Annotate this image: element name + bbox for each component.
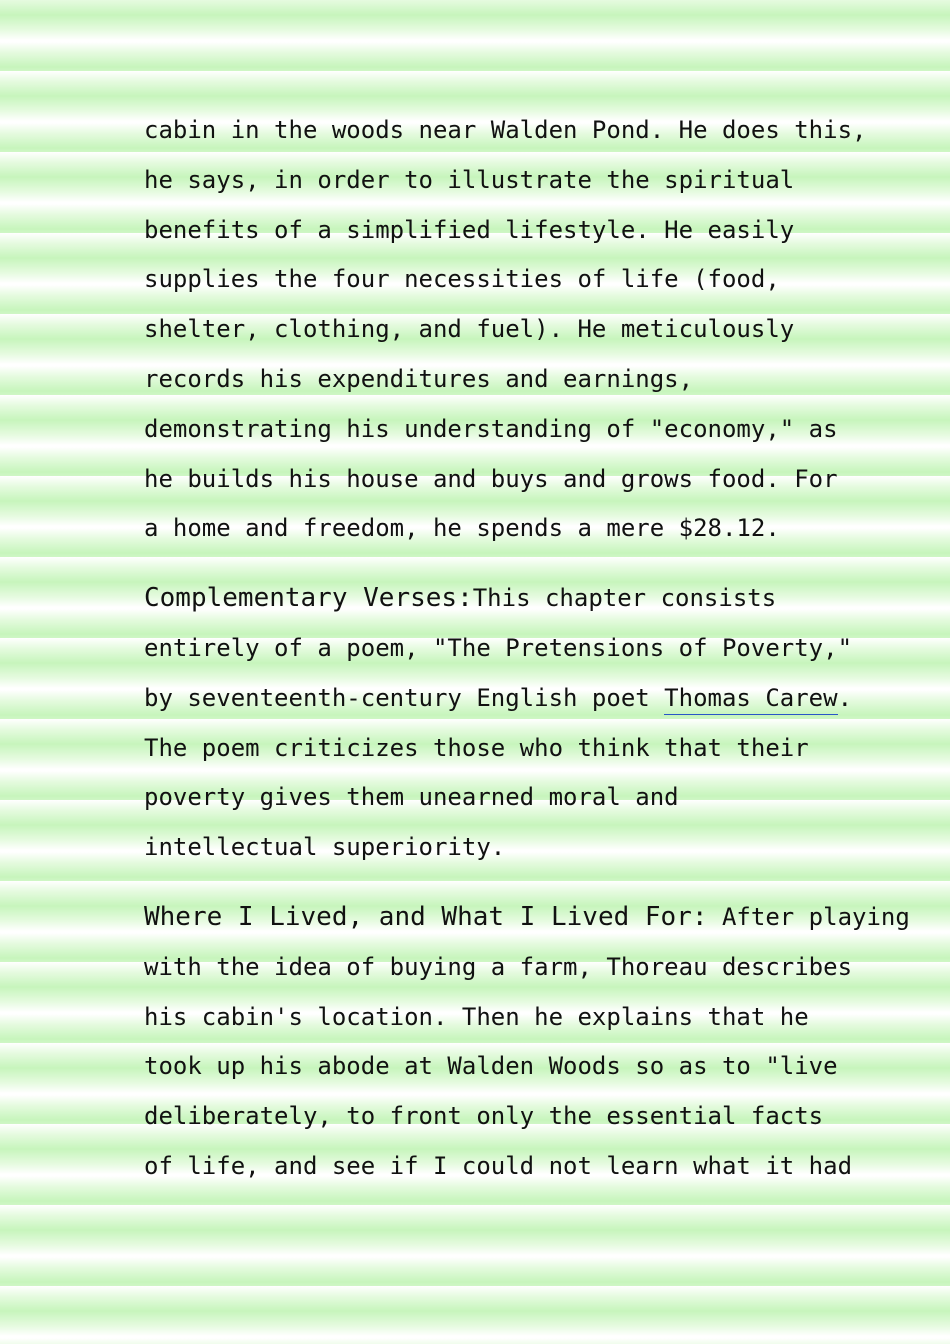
thomas-carew-link[interactable]: Thomas Carew	[664, 684, 837, 715]
paragraph-complementary-verses	[144, 574, 853, 873]
text-fragment: .	[837, 683, 853, 712]
text-line: The poem criticizes those who think that their	[144, 733, 809, 762]
paragraph-walden-economy	[144, 106, 867, 554]
text-line: his cabin's location. Then he explains that he	[144, 1002, 809, 1031]
text-line: demonstrating his understanding of "economy," as	[144, 414, 838, 443]
text-line	[144, 674, 853, 724]
text-line: entirely of a poem, "The Pretensions of Poverty,"	[144, 633, 853, 662]
text-line: supplies the four necessities of life (food,	[144, 265, 780, 294]
document-page	[144, 106, 910, 1192]
text-line: with the idea of buying a farm, Thoreau describes	[144, 952, 853, 981]
text-line: records his expenditures and earnings,	[144, 364, 694, 393]
section-heading-complementary-verses: Complementary Verses:	[144, 583, 473, 614]
text-fragment: by seventeenth-century English poet	[144, 683, 665, 712]
text-line: cabin in the woods near Walden Pond. He does this,	[144, 116, 867, 144]
text-line: of life, and see if I could not learn what it had	[144, 1151, 853, 1180]
text-fragment: After playing	[707, 902, 910, 931]
text-line: shelter, clothing, and fuel). He meticulously	[144, 315, 795, 344]
text-line	[144, 893, 910, 943]
text-line: he builds his house and buys and grows food. For	[144, 464, 838, 493]
text-line: he says, in order to illustrate the spiritual	[144, 165, 795, 194]
text-line: took up his abode at Walden Woods so as to "live	[144, 1052, 838, 1081]
section-heading-where-i-lived: Where I Lived, and What I Lived For:	[144, 901, 708, 932]
text-line: poverty gives them unearned moral and	[144, 783, 679, 812]
text-line: benefits of a simplified lifestyle. He easily	[144, 215, 795, 244]
text-line: a home and freedom, he spends a mere $28.12.	[144, 514, 780, 543]
text-line: intellectual superiority.	[144, 833, 506, 862]
paragraph-where-i-lived	[144, 893, 910, 1192]
text-fragment: This chapter consists	[472, 584, 777, 613]
text-line: deliberately, to front only the essential facts	[144, 1102, 824, 1131]
text-line	[144, 574, 824, 624]
